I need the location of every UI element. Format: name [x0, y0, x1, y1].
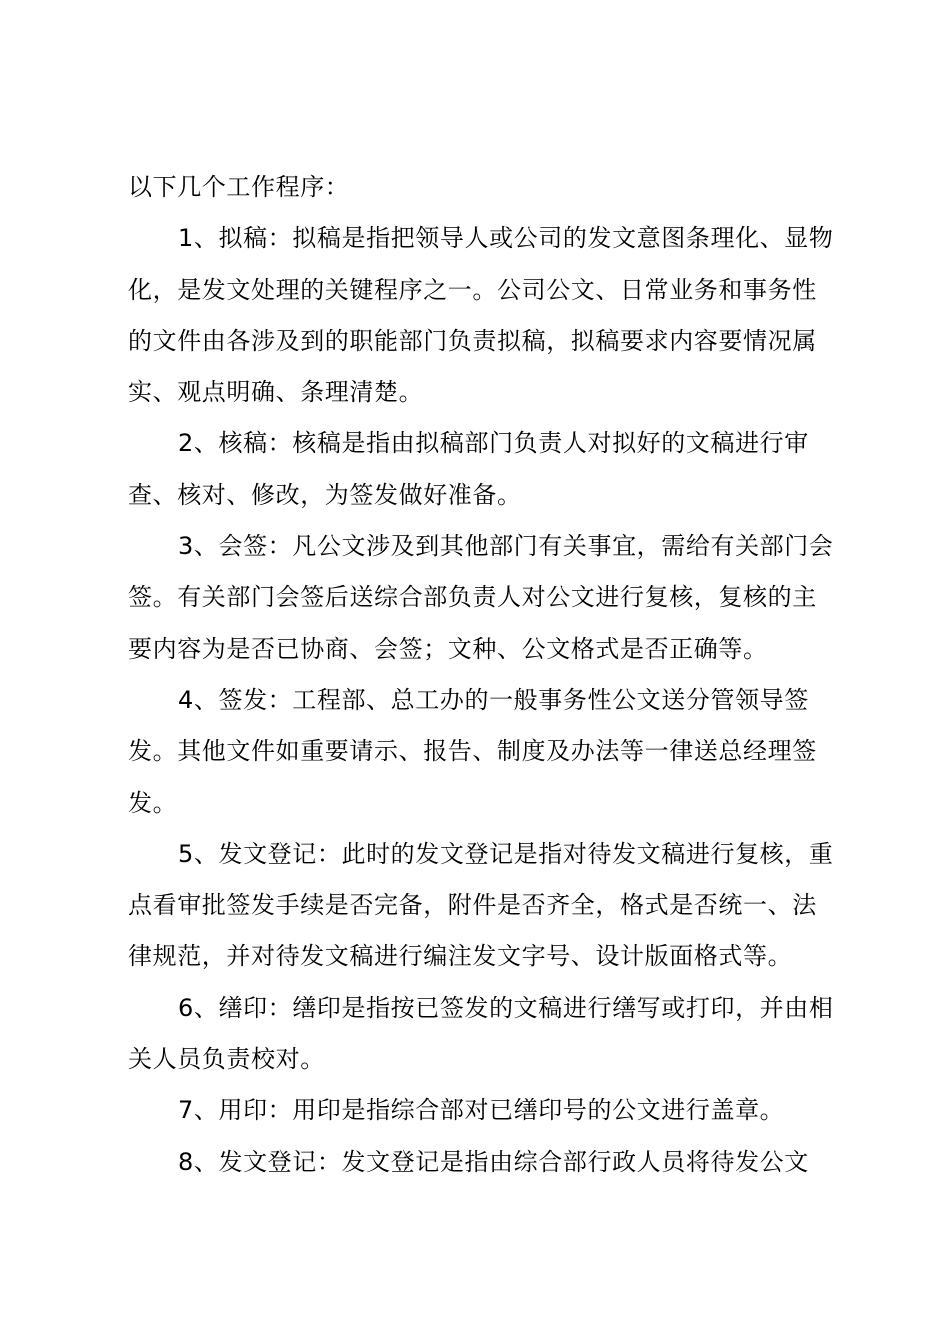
- paragraph-step-8: 8、发文登记：发文登记是指由综合部行政人员将待发公文: [178, 1147, 809, 1176]
- paragraph-intro: 以下几个工作程序：: [128, 173, 350, 201]
- paragraph-step-7: 7、用印：用印是指综合部对已缮印号的公文进行盖章。: [178, 1096, 785, 1125]
- paragraph-step-1: 1、拟稿：拟稿是指把领导人或公司的发文意图条理化、显物化，是发文处理的关键程序之一。公司公文、日常业务和事务性的文件由各涉及到的职能部门负责拟稿，拟稿要求内容要情况属实、观点明确、条理清楚。: [128, 224, 834, 407]
- paragraph-step-6: 6、缮印：缮印是指按已签发的文稿进行缮写或打印，并由相关人员负责校对。: [128, 993, 834, 1074]
- paragraph-step-3: 3、会签：凡公文涉及到其他部门有关事宜，需给有关部门会签。有关部门会签后送综合部负责人对公文进行复核，复核的主要内容为是否已协商、会签；文种、公文格式是否正确等。: [128, 532, 834, 663]
- paragraph-step-2: 2、核稿：核稿是指由拟稿部门负责人对拟好的文稿进行审查、核对、修改，为签发做好准备。: [128, 429, 809, 509]
- document-body: [128, 162, 838, 1188]
- paragraph-step-4: 4、签发：工程部、总工办的一般事务性公文送分管领导签发。其他文件如重要请示、报告、制度及办法等一律送总经理签发。: [128, 685, 817, 817]
- paragraph-step-5: 5、发文登记：此时的发文登记是指对待发文稿进行复核，重点看审批签发手续是否完备，附件是否齐全，格式是否统一、法律规范，并对待发文稿进行编注发文字号、设计版面格式等。: [128, 839, 834, 971]
